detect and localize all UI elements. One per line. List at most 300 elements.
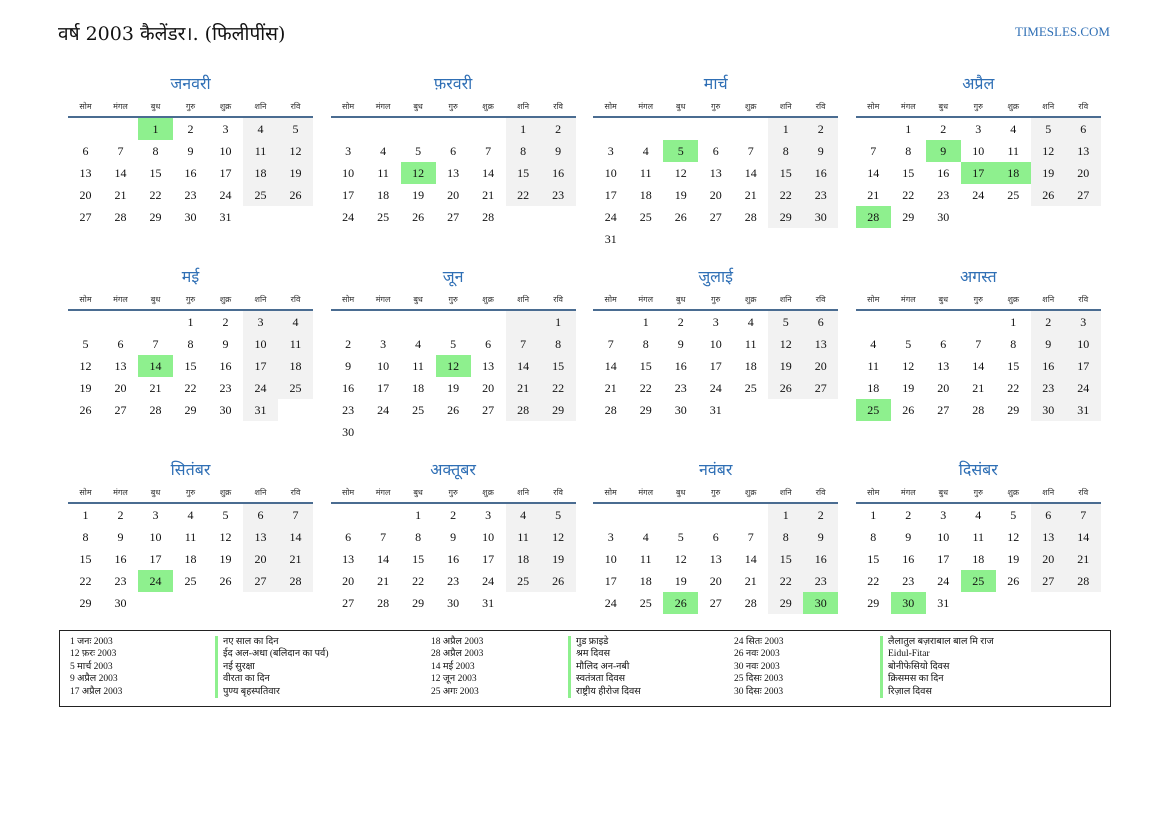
weekday-header <box>331 96 576 118</box>
day-cell: 18 <box>639 188 652 202</box>
day-cell: 9 <box>541 140 576 162</box>
empty-day-cell <box>436 118 471 140</box>
day-cell: 20 <box>709 188 722 202</box>
weekday-label: बुध <box>413 295 423 304</box>
day-cell: 19 <box>219 552 232 566</box>
day-cell: 4 <box>187 508 194 522</box>
day-cell: 28 <box>744 596 757 610</box>
day-cell: 18 <box>639 574 652 588</box>
weekday-header <box>68 482 313 504</box>
day-cell: 23 <box>219 381 232 395</box>
day-cell: 11 <box>506 526 541 548</box>
day-cell: 2 <box>803 504 838 526</box>
day-cell: 6 <box>712 530 719 544</box>
day-cell: 1 <box>82 508 89 522</box>
holiday-date: 9 अप्रैल 2003 <box>70 674 118 685</box>
holiday-date: 12 फ़रः 2003 <box>70 649 117 660</box>
day-cell: 22 <box>79 574 92 588</box>
day-cell: 22 <box>768 184 803 206</box>
empty-day-cell <box>331 504 366 526</box>
day-cell: 26 <box>412 210 425 224</box>
month-title: सितंबर <box>170 460 211 479</box>
holiday-names-col-1 <box>215 636 329 698</box>
day-cell: 13 <box>1066 140 1101 162</box>
empty-day-cell <box>856 311 891 333</box>
day-cell: 22 <box>412 574 425 588</box>
month-title: मार्च <box>703 74 728 93</box>
empty-day-cell <box>593 118 628 140</box>
empty-day-cell <box>856 118 891 140</box>
day-cell: 15 <box>768 162 803 184</box>
day-cell: 16 <box>184 166 197 180</box>
day-cell: 11 <box>184 530 197 544</box>
day-cell: 6 <box>940 337 947 351</box>
day-cell: 19 <box>1007 552 1020 566</box>
day-cell: 28 <box>856 206 891 228</box>
day-cell: 19 <box>674 574 687 588</box>
holiday-name: वीरता का दिन <box>223 674 270 685</box>
holiday-name: बोनीफेसियो दिवस <box>888 661 950 672</box>
weekday-label: रवि <box>1078 102 1089 111</box>
day-cell: 3 <box>1066 311 1101 333</box>
weekday-header <box>856 482 1101 504</box>
day-cell: 20 <box>79 188 92 202</box>
day-cell: 30 <box>674 403 687 417</box>
weekday-label: गुरु <box>711 295 721 304</box>
empty-day-cell <box>401 311 436 333</box>
empty-day-cell <box>366 421 401 443</box>
day-cell: 30 <box>803 206 838 228</box>
day-cell: 18 <box>377 188 390 202</box>
day-cell: 1 <box>506 118 541 140</box>
day-cell: 10 <box>243 333 278 355</box>
weekday-label: मंगल <box>638 102 654 111</box>
day-cell: 21 <box>506 377 541 399</box>
day-cell: 14 <box>744 166 757 180</box>
day-cell: 8 <box>506 140 541 162</box>
day-cell: 11 <box>1007 144 1020 158</box>
day-cell: 13 <box>709 552 722 566</box>
day-cell: 1 <box>415 508 422 522</box>
weekday-label: सोम <box>79 295 92 304</box>
weekday-label: शनि <box>779 295 792 304</box>
day-cell: 17 <box>604 574 617 588</box>
day-cell: 17 <box>243 355 278 377</box>
day-cell: 18 <box>972 552 985 566</box>
day-cell: 21 <box>149 381 162 395</box>
day-cell: 9 <box>803 140 838 162</box>
empty-day-cell <box>1066 592 1101 614</box>
day-cell: 16 <box>1031 355 1066 377</box>
day-cell: 2 <box>1031 311 1066 333</box>
weekday-label: मंगल <box>900 488 916 497</box>
day-cell: 24 <box>937 574 950 588</box>
weekday-label: गुरु <box>973 488 983 497</box>
day-cell: 28 <box>972 403 985 417</box>
day-cell: 24 <box>1066 377 1101 399</box>
weekday-label: गुरु <box>973 102 983 111</box>
empty-day-cell <box>471 118 506 140</box>
day-cell: 22 <box>149 188 162 202</box>
day-cell: 28 <box>149 403 162 417</box>
day-cell: 29 <box>1007 403 1020 417</box>
empty-day-cell <box>401 118 436 140</box>
day-cell: 30 <box>114 596 127 610</box>
day-cell: 11 <box>377 166 389 180</box>
empty-day-cell <box>366 118 401 140</box>
day-cell: 15 <box>149 166 162 180</box>
day-cell: 16 <box>674 359 687 373</box>
day-cell: 25 <box>243 184 278 206</box>
empty-day-cell <box>733 504 768 526</box>
day-cell: 21 <box>377 574 390 588</box>
weekday-label: बुध <box>413 102 423 111</box>
day-cell: 23 <box>803 184 838 206</box>
day-cell: 14 <box>278 526 313 548</box>
day-cell: 4 <box>642 144 649 158</box>
day-cell: 25 <box>856 399 891 421</box>
day-cell: 20 <box>709 574 722 588</box>
day-cell: 19 <box>412 188 425 202</box>
empty-day-cell <box>733 228 768 250</box>
day-cell: 9 <box>677 337 684 351</box>
month-calendar <box>856 458 1101 614</box>
weekday-header <box>68 96 313 118</box>
day-cell: 15 <box>184 359 197 373</box>
day-cell: 3 <box>607 144 614 158</box>
month-title: दिसंबर <box>958 460 998 479</box>
weekday-header <box>593 482 838 504</box>
day-cell: 6 <box>485 337 492 351</box>
day-cell: 2 <box>117 508 124 522</box>
day-cell: 29 <box>149 210 162 224</box>
day-cell: 29 <box>768 206 803 228</box>
holiday-date: 24 सितः 2003 <box>734 637 784 647</box>
day-cell: 30 <box>447 596 460 610</box>
day-cell: 9 <box>187 144 194 158</box>
day-cell: 6 <box>450 144 457 158</box>
day-cell: 1 <box>642 315 649 329</box>
day-cell: 22 <box>541 377 576 399</box>
day-cell: 12 <box>79 359 92 373</box>
empty-day-cell <box>996 592 1031 614</box>
day-cell: 24 <box>138 570 173 592</box>
empty-day-cell <box>278 206 313 228</box>
empty-day-cell <box>541 592 576 614</box>
day-cell: 3 <box>712 315 719 329</box>
day-cell: 31 <box>937 596 950 610</box>
day-cell: 15 <box>412 552 425 566</box>
day-cell: 31 <box>482 596 495 610</box>
day-cell: 10 <box>604 552 617 566</box>
weekday-label: गुरु <box>185 102 196 111</box>
day-grid <box>593 504 838 614</box>
weekday-label: रवि <box>815 102 826 111</box>
weekday-label: मंगल <box>113 102 128 111</box>
day-cell: 29 <box>639 403 652 417</box>
day-cell: 1 <box>541 311 576 333</box>
day-cell: 30 <box>184 210 197 224</box>
day-cell: 26 <box>768 377 803 399</box>
day-cell: 8 <box>642 337 649 351</box>
day-cell: 5 <box>677 530 684 544</box>
empty-day-cell <box>733 399 768 421</box>
empty-day-cell <box>103 118 138 140</box>
weekday-label: मंगल <box>113 488 128 497</box>
day-cell: 19 <box>541 548 576 570</box>
day-cell: 5 <box>82 337 89 351</box>
day-cell: 1 <box>187 315 194 329</box>
day-cell: 24 <box>709 381 722 395</box>
month-calendar <box>68 265 313 443</box>
day-cell: 7 <box>117 144 124 158</box>
holiday-date: 28 अप्रैल 2003 <box>431 649 484 660</box>
weekday-label: शुक्र <box>219 102 232 111</box>
weekday-label: बुध <box>150 295 161 304</box>
day-cell: 19 <box>1031 162 1066 184</box>
day-cell: 30 <box>219 403 232 417</box>
day-cell: 2 <box>803 118 838 140</box>
day-cell: 16 <box>447 552 460 566</box>
weekday-label: गुरु <box>185 295 196 304</box>
day-cell: 23 <box>342 403 355 417</box>
month-calendar <box>593 265 838 443</box>
weekday-label: मंगल <box>638 295 654 304</box>
weekday-label: गुरु <box>711 102 721 111</box>
day-cell: 4 <box>380 144 387 158</box>
day-cell: 6 <box>345 530 352 544</box>
weekday-label: सोम <box>79 488 92 497</box>
day-cell: 20 <box>1031 548 1066 570</box>
day-cell: 29 <box>867 596 880 610</box>
day-cell: 11 <box>278 333 313 355</box>
month-title: अगस्त <box>959 267 997 286</box>
day-cell: 9 <box>222 337 229 351</box>
day-cell: 29 <box>768 592 803 614</box>
holiday-name: पुण्य बृहस्पतिवार <box>223 686 280 697</box>
day-cell: 10 <box>1066 333 1101 355</box>
empty-day-cell <box>768 228 803 250</box>
weekday-label: शुक्र <box>744 295 757 304</box>
day-cell: 4 <box>870 337 877 351</box>
day-cell: 18 <box>412 381 425 395</box>
weekday-label: सोम <box>341 102 355 111</box>
day-cell: 27 <box>709 210 722 224</box>
weekday-label: मंगल <box>113 295 128 304</box>
holiday-date: 30 नवः 2003 <box>734 661 780 672</box>
weekday-label: गुरु <box>448 488 458 497</box>
holiday-date: 26 नवः 2003 <box>734 649 780 660</box>
weekday-label: रवि <box>553 102 563 111</box>
day-cell: 10 <box>149 530 162 544</box>
day-cell: 8 <box>1010 337 1017 351</box>
empty-day-cell <box>243 206 278 228</box>
day-cell: 13 <box>342 552 355 566</box>
empty-day-cell <box>436 421 471 443</box>
day-cell: 25 <box>744 381 757 395</box>
day-cell: 12 <box>902 359 915 373</box>
day-cell: 25 <box>184 574 197 588</box>
month-title: फ़रवरी <box>433 74 473 93</box>
day-cell: 14 <box>506 355 541 377</box>
empty-day-cell <box>1031 206 1066 228</box>
empty-day-cell <box>1066 206 1101 228</box>
empty-day-cell <box>733 118 768 140</box>
day-cell: 28 <box>114 210 127 224</box>
day-cell: 22 <box>506 184 541 206</box>
month-title: नवंबर <box>698 460 733 479</box>
month-calendar <box>68 458 313 614</box>
day-cell: 26 <box>902 403 915 417</box>
day-cell: 17 <box>149 552 162 566</box>
day-cell: 26 <box>219 574 232 588</box>
weekday-label: सोम <box>79 102 92 111</box>
site-link[interactable]: TIMESLES.COM <box>1015 24 1110 39</box>
weekday-label: शनि <box>1042 102 1055 111</box>
day-cell: 10 <box>604 166 617 180</box>
day-cell: 27 <box>709 596 722 610</box>
day-cell: 31 <box>219 210 232 224</box>
day-cell: 31 <box>243 399 278 421</box>
day-cell: 12 <box>219 530 232 544</box>
day-cell: 27 <box>803 377 838 399</box>
empty-day-cell <box>593 504 628 526</box>
day-cell: 13 <box>937 359 950 373</box>
day-cell: 1 <box>768 504 803 526</box>
day-grid <box>856 504 1101 614</box>
day-cell: 9 <box>117 530 124 544</box>
day-cell: 18 <box>996 162 1031 184</box>
day-cell: 20 <box>342 574 355 588</box>
day-cell: 26 <box>79 403 92 417</box>
month-calendar <box>593 458 838 614</box>
day-cell: 27 <box>243 570 278 592</box>
day-cell: 3 <box>222 122 229 136</box>
day-cell: 11 <box>867 359 880 373</box>
month-calendar <box>331 72 576 250</box>
day-cell: 25 <box>639 596 652 610</box>
day-cell: 28 <box>744 210 757 224</box>
weekday-label: बुध <box>150 102 161 111</box>
day-cell: 25 <box>377 210 390 224</box>
day-cell: 20 <box>937 381 950 395</box>
day-cell: 3 <box>380 337 387 351</box>
day-cell: 24 <box>482 574 495 588</box>
empty-day-cell <box>471 311 506 333</box>
day-cell: 12 <box>674 166 687 180</box>
day-cell: 7 <box>1066 504 1101 526</box>
day-cell: 1 <box>138 118 173 140</box>
day-cell: 2 <box>905 508 912 522</box>
day-cell: 23 <box>114 574 127 588</box>
weekday-label: गुरु <box>448 102 458 111</box>
holiday-name: लैलातुल बज़राबाल बाल मि राज <box>888 637 994 647</box>
day-cell: 17 <box>1066 355 1101 377</box>
day-cell: 29 <box>79 596 92 610</box>
day-cell: 22 <box>902 188 915 202</box>
holiday-date: 5 मार्च 2003 <box>70 661 113 672</box>
day-cell: 28 <box>1066 570 1101 592</box>
day-cell: 7 <box>506 333 541 355</box>
weekday-label: मंगल <box>638 488 654 497</box>
day-cell: 5 <box>222 508 229 522</box>
day-grid <box>593 311 838 421</box>
empty-day-cell <box>208 592 243 614</box>
day-cell: 5 <box>415 144 422 158</box>
month-title: जुलाई <box>698 267 734 286</box>
weekday-label: सोम <box>604 102 617 111</box>
day-cell: 27 <box>342 596 355 610</box>
day-cell: 18 <box>184 552 197 566</box>
day-cell: 14 <box>138 355 173 377</box>
day-grid <box>856 311 1101 421</box>
holiday-date: 30 दिसः 2003 <box>734 686 784 697</box>
weekday-label: शनि <box>1042 295 1055 304</box>
day-cell: 15 <box>867 552 880 566</box>
day-cell: 26 <box>278 184 313 206</box>
month-calendar <box>856 72 1101 250</box>
weekday-label: शुक्र <box>1007 102 1020 111</box>
day-cell: 9 <box>1031 333 1066 355</box>
day-cell: 3 <box>152 508 159 522</box>
day-cell: 13 <box>79 166 92 180</box>
month-title: अक्तूबर <box>430 460 476 479</box>
day-cell: 16 <box>219 359 232 373</box>
empty-day-cell <box>68 311 103 333</box>
day-cell: 8 <box>541 333 576 355</box>
day-cell: 28 <box>506 399 541 421</box>
empty-day-cell <box>891 311 926 333</box>
day-cell: 10 <box>937 530 950 544</box>
empty-day-cell <box>506 206 541 228</box>
day-cell: 30 <box>937 210 950 224</box>
day-cell: 7 <box>607 337 614 351</box>
day-cell: 7 <box>380 530 387 544</box>
day-cell: 13 <box>803 333 838 355</box>
empty-day-cell <box>961 592 996 614</box>
day-cell: 1 <box>870 508 877 522</box>
day-cell: 19 <box>278 162 313 184</box>
day-cell: 9 <box>345 359 352 373</box>
day-cell: 6 <box>1066 118 1101 140</box>
weekday-header <box>593 289 838 311</box>
day-cell: 27 <box>79 210 92 224</box>
day-cell: 21 <box>278 548 313 570</box>
day-cell: 20 <box>803 355 838 377</box>
empty-day-cell <box>103 311 138 333</box>
day-cell: 24 <box>377 403 390 417</box>
day-cell: 19 <box>79 381 92 395</box>
day-cell: 17 <box>604 188 617 202</box>
month-title: जून <box>442 267 464 286</box>
empty-day-cell <box>593 311 628 333</box>
holiday-date: 14 मई 2003 <box>431 661 475 672</box>
day-cell: 24 <box>604 210 617 224</box>
weekday-label: रवि <box>553 295 563 304</box>
weekday-label: रवि <box>815 488 826 497</box>
day-cell: 3 <box>485 508 492 522</box>
day-cell: 21 <box>604 381 617 395</box>
day-cell: 21 <box>744 188 757 202</box>
month-title: जनवरी <box>170 74 211 93</box>
weekday-label: बुध <box>150 488 161 497</box>
day-cell: 29 <box>902 210 915 224</box>
holiday-name: राष्ट्रीय हीरोज दिवस <box>576 686 641 697</box>
day-grid <box>331 311 576 443</box>
day-cell: 15 <box>1007 359 1020 373</box>
day-cell: 8 <box>152 144 159 158</box>
day-cell: 10 <box>972 144 985 158</box>
